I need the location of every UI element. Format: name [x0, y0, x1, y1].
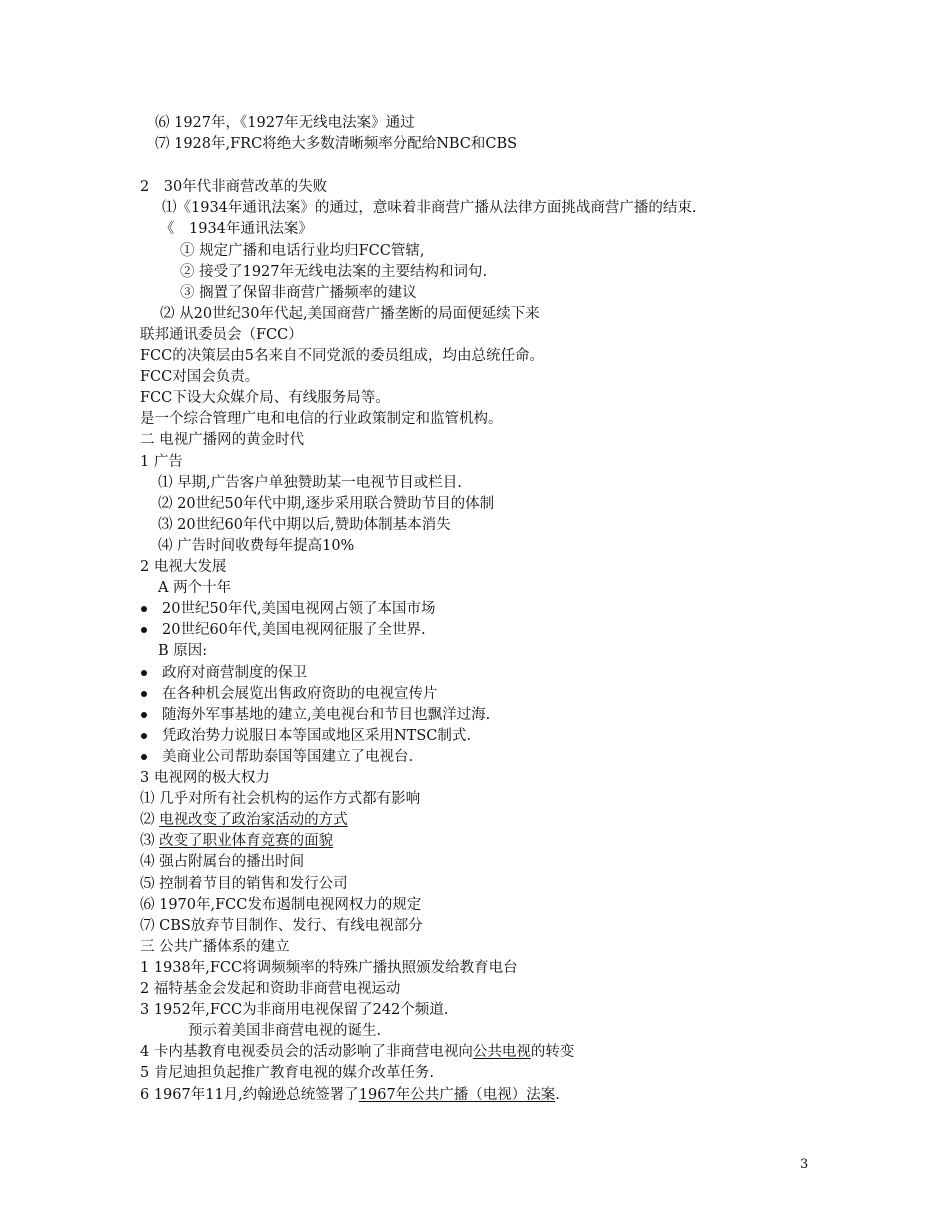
line-prefix: 6 1967年11月,约翰逊总统签署了	[140, 1087, 359, 1103]
text-line: 3 1952年,FCC为非商用电视保留了242个频道.	[140, 1002, 449, 1018]
text-line: 是一个综合管理广电和电信的行业政策制定和监管机构。	[140, 411, 503, 427]
bullet-icon	[141, 712, 147, 718]
line-suffix: .	[555, 1087, 560, 1103]
text-line: ⑵ 从20世纪30年代起,美国商营广播垄断的局面便延续下来	[160, 306, 540, 322]
text-line: ⑷ 强占附属台的播出时间	[140, 854, 305, 870]
list-item: 在各种机会展览出售政府资助的电视宣传片	[162, 686, 438, 702]
list-item: 美商业公司帮助泰国等国建立了电视台.	[162, 749, 414, 765]
text-line	[140, 1085, 560, 1105]
underlined-text: 公共电视	[472, 1044, 531, 1060]
text-line: ⑷ 广告时间收费每年提高10%	[158, 538, 355, 554]
text-line: ⑹ 1927年，《1927年无线电法案》通过	[155, 115, 415, 131]
text-line: FCC对国会负责。	[140, 369, 260, 385]
section-heading: 1 广告	[140, 454, 183, 470]
list-item: 20世纪60年代,美国电视网征服了全世界.	[162, 622, 426, 638]
list-item: 政府对商营制度的保卫	[162, 665, 307, 681]
text-line: ⑵ 20世纪50年代中期,逐步采用联合赞助节目的体制	[158, 496, 495, 512]
text-line: ⑸ 控制着节目的销售和发行公司	[140, 876, 348, 892]
text-line: 1 1938年,FCC将调频频率的特殊广播执照颁发给教育电台	[140, 960, 518, 976]
underlined-text: 1967年公共广播（电视）法案	[358, 1087, 556, 1103]
line-prefix: ⑶	[140, 833, 160, 849]
underlined-text: 改变了职业体育竞赛的面貌	[159, 833, 334, 849]
text-line: FCC的决策层由5名来自不同党派的委员组成，均由总统任命。	[140, 348, 544, 364]
text-line: ② 接受了1927年无线电法案的主要结构和词句.	[180, 264, 488, 280]
text-line: 《 1934年通讯法案》	[160, 221, 313, 237]
text-line: ⑴《1934年通讯法案》的通过，意味着非商营广播从法律方面挑战商营广播的结束.	[162, 200, 697, 216]
bullet-icon	[141, 670, 147, 676]
text-line: ⑶ 20世纪60年代中期以后,赞助体制基本消失	[158, 517, 451, 533]
text-line: 预示着美国非商营电视的诞生.	[188, 1023, 382, 1039]
text-line: ⑺ 1928年,FRC将绝大多数清晰频率分配给NBC和CBS	[155, 136, 518, 152]
text-line: 联邦通讯委员会（FCC）	[140, 327, 303, 343]
text-line: FCC下设大众媒介局、有线服务局等。	[140, 390, 390, 406]
list-item: 随海外军事基地的建立,美电视台和节目也飘洋过海.	[162, 707, 491, 723]
text-line: ⑴ 早期,广告客户单独赞助某一电视节目或栏目.	[158, 475, 462, 491]
section-heading: 2 电视大发展	[140, 559, 227, 575]
text-line: 5 肯尼迪担负起推广教育电视的媒介改革任务.	[140, 1065, 434, 1081]
line-prefix: ⑵	[140, 812, 160, 828]
bullet-icon	[141, 733, 147, 739]
text-line: ③ 搁置了保留非商营广播频率的建议	[180, 285, 417, 301]
bullet-icon	[141, 754, 147, 760]
text-line: ① 规定广播和电话行业均归FCC管辖,	[180, 243, 425, 259]
text-line	[140, 831, 333, 851]
text-line	[140, 1042, 574, 1062]
section-heading: 2 30年代非商营改革的失败	[140, 179, 328, 195]
text-line	[140, 810, 348, 830]
line-suffix: 的转变	[530, 1044, 575, 1060]
section-heading: 3 电视网的极大权力	[140, 770, 270, 786]
list-item: 20世纪50年代,美国电视网占领了本国市场	[162, 601, 436, 617]
text-line: A 两个十年	[158, 580, 232, 596]
line-prefix: 4 卡内基教育电视委员会的活动影响了非商营电视向	[140, 1044, 473, 1060]
bullet-icon	[141, 627, 147, 633]
text-line: B 原因:	[158, 643, 208, 659]
text-line: ⑹ 1970年,FCC发布遏制电视网权力的规定	[140, 897, 422, 913]
underlined-text: 电视改变了政治家活动的方式	[159, 812, 348, 828]
section-heading: 二 电视广播网的黄金时代	[140, 432, 305, 448]
text-line: 2 福特基金会发起和资助非商营电视运动	[140, 981, 401, 997]
list-item: 凭政治势力说服日本等国或地区采用NTSC制式.	[162, 728, 471, 744]
text-line: ⑺ CBS放弃节目制作、发行、有线电视部分	[140, 918, 423, 934]
bullet-icon	[141, 606, 147, 612]
page-number: 3	[800, 1157, 809, 1172]
text-line: ⑴ 几乎对所有社会机构的运作方式都有影响	[140, 791, 421, 807]
section-heading: 三 公共广播体系的建立	[140, 939, 290, 955]
bullet-icon	[141, 691, 147, 697]
